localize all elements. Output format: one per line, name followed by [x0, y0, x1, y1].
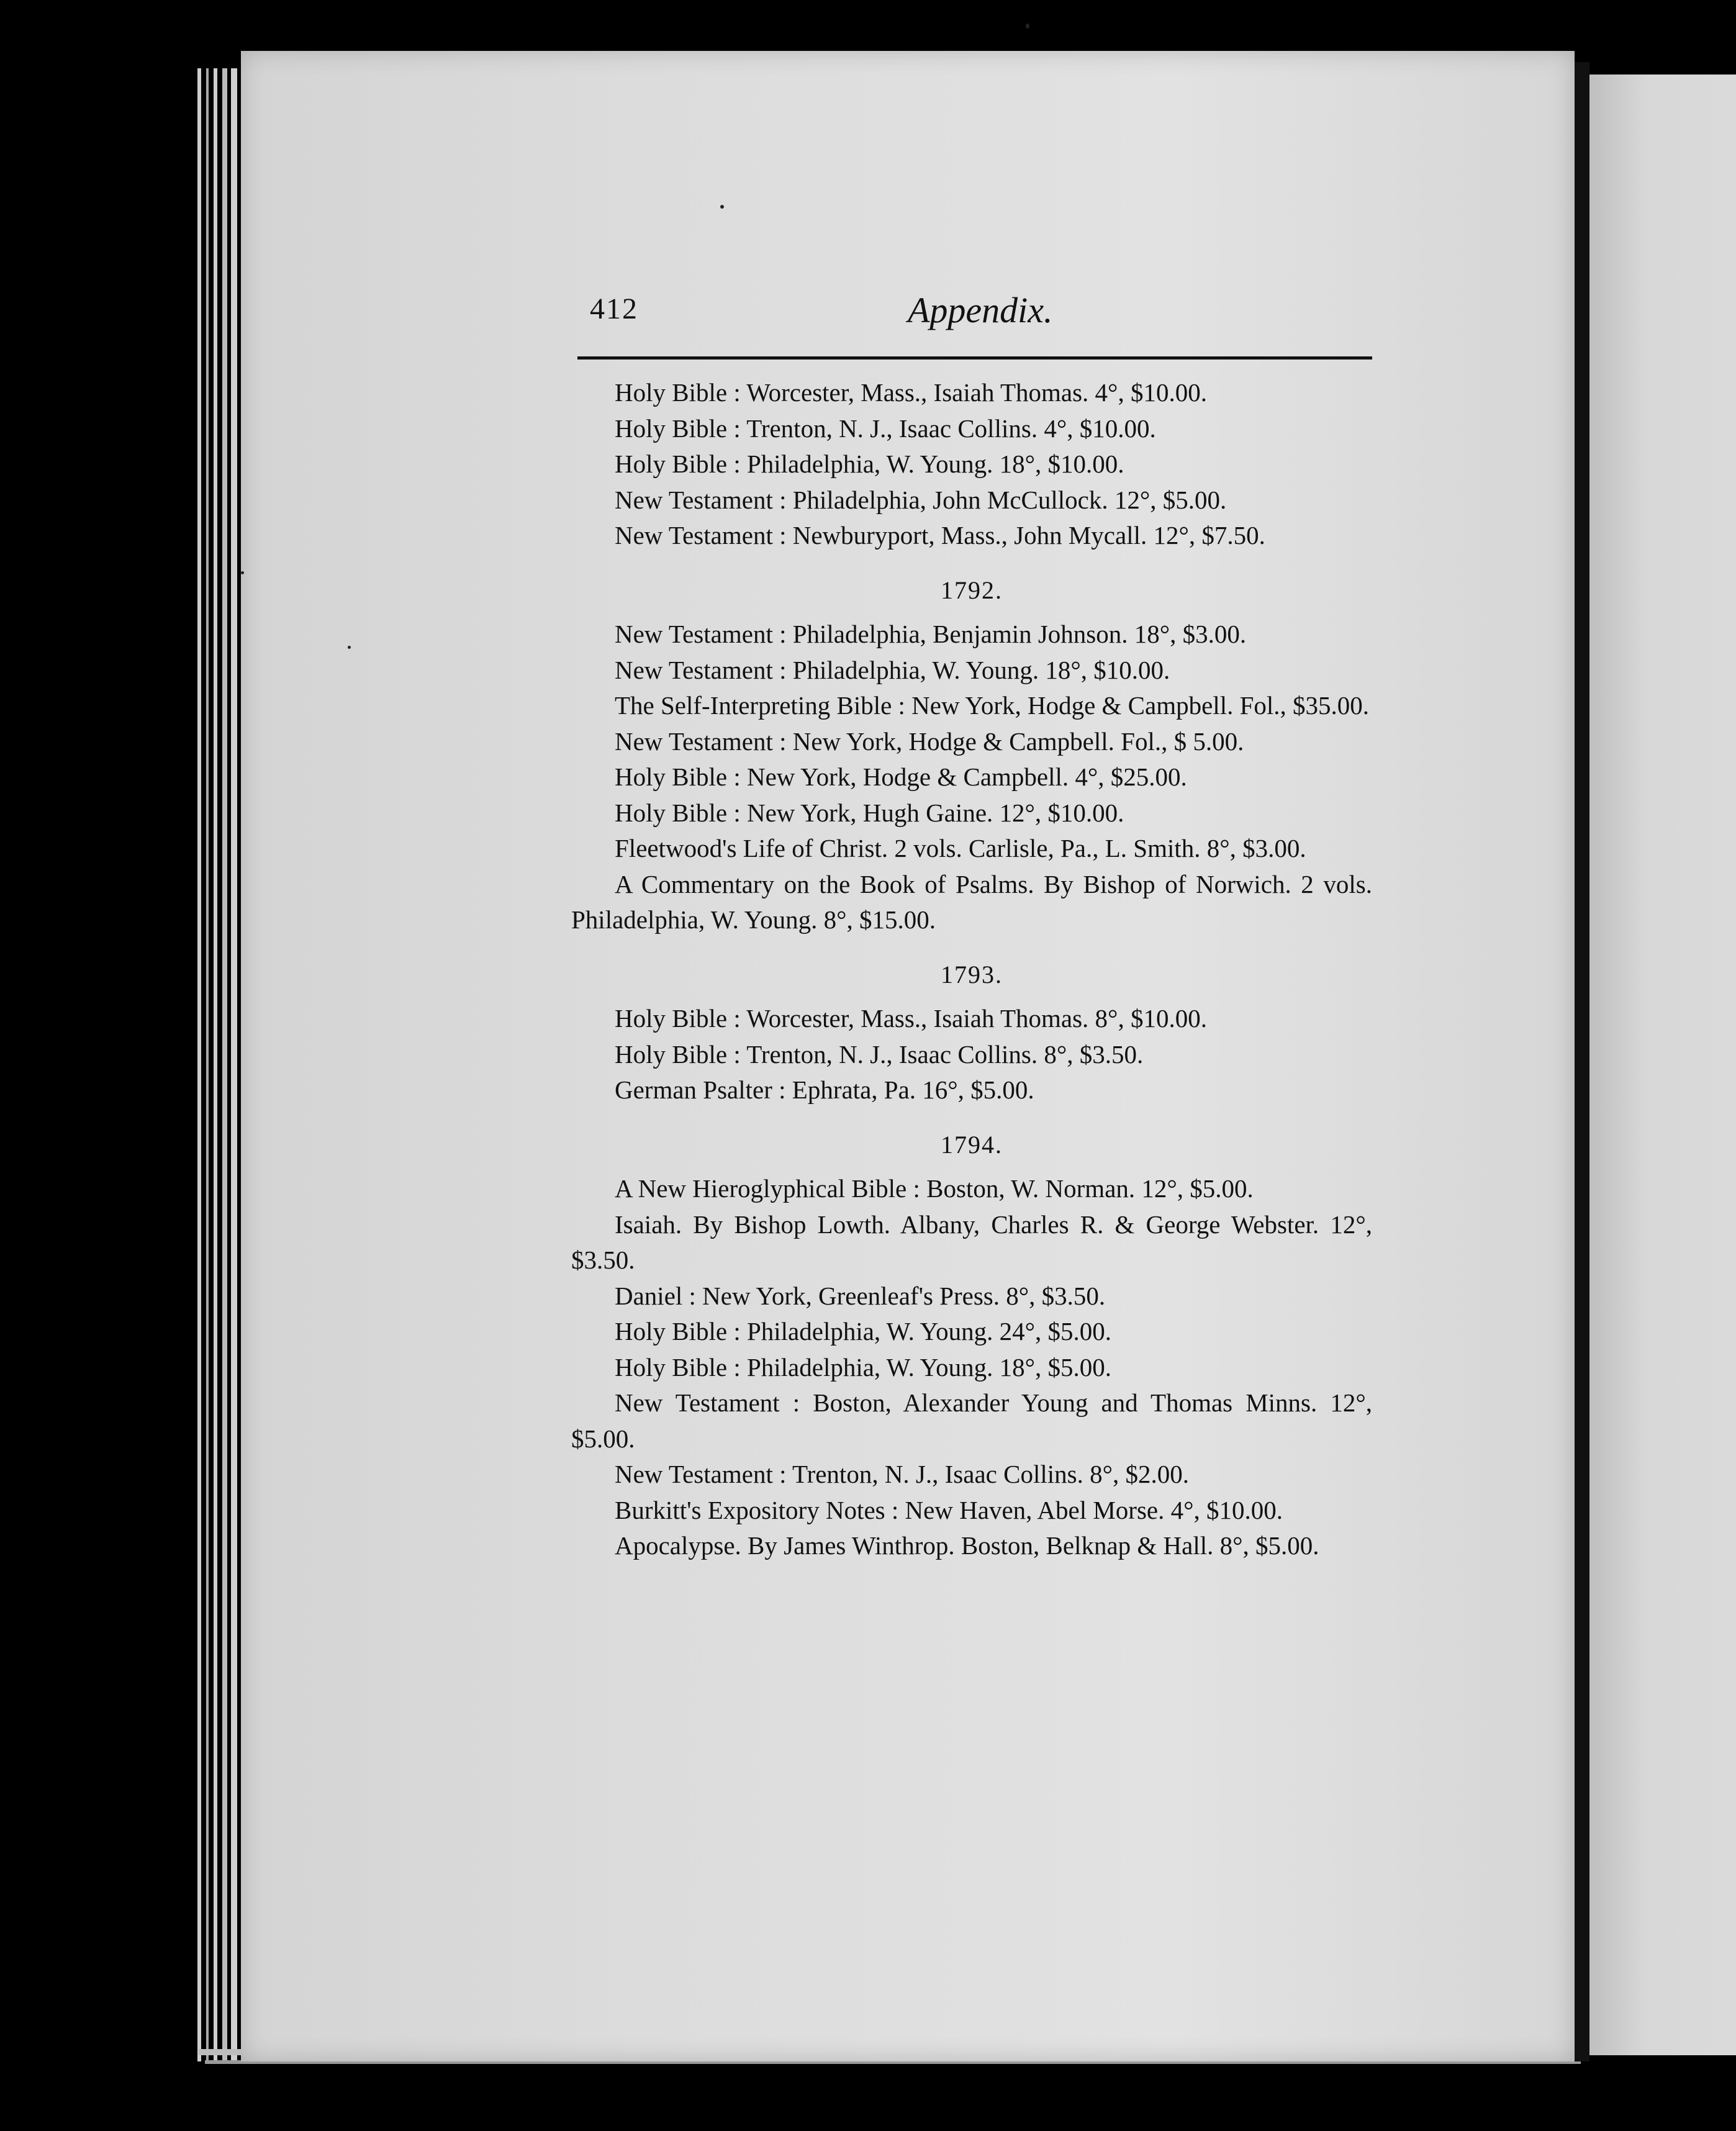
bibliography-entry: New Testament : Boston, Alexander Young and Thomas Minns. 12°, $5.00. — [571, 1388, 1372, 1453]
facing-page-edge — [1589, 75, 1736, 2055]
paper-speck — [720, 205, 724, 209]
bibliography-entry: The Self-Interpreting Bible : New York, Hodge & Campbell. Fol., $35.00. — [615, 691, 1370, 720]
book-gutter — [1575, 62, 1589, 2061]
bibliography-entry: Holy Bible : New York, Hugh Gaine. 12°, $10.00. — [615, 798, 1124, 827]
bibliography-entry: Holy Bible : Worcester, Mass., Isaiah Thomas. 4°, $10.00. — [615, 378, 1207, 407]
running-title: Appendix. — [908, 290, 1053, 330]
page-stack-edge — [231, 68, 237, 2061]
bibliography-entry: Burkitt's Expository Notes : New Haven, Abel Morse. 4°, $10.00. — [615, 1495, 1283, 1524]
bibliography-entry: New Testament : Philadelphia, Benjamin Johnson. 18°, $3.00. — [615, 620, 1247, 648]
bibliography-entry: Holy Bible : New York, Hodge & Campbell. 4°, $25.00. — [615, 762, 1187, 791]
bibliography-entry: Holy Bible : Philadelphia, W. Young. 18°, $5.00. — [615, 1352, 1112, 1382]
header-rule — [577, 356, 1372, 360]
year-heading: 1794. — [941, 1130, 1003, 1159]
bibliography-entry: New Testament : New York, Hodge & Campbell. Fol., $ 5.00. — [615, 726, 1244, 756]
year-heading: 1793. — [941, 960, 1003, 989]
page-stack-edge — [214, 68, 217, 2061]
entry-group-1792 — [571, 617, 1372, 938]
bibliography-entry: Apocalypse. By James Winthrop. Boston, Belknap & Hall. 8°, $5.00. — [615, 1531, 1319, 1560]
paper-speck — [348, 646, 351, 649]
bibliography-entry: Holy Bible : Philadelphia, W. Young. 18°, $10.00. — [615, 450, 1124, 478]
bibliography-entry: New Testament : Newburyport, Mass., John Mycall. 12°, $7.50. — [615, 521, 1265, 550]
page-number: 412 — [590, 292, 638, 325]
bibliography-entry: New Testament : Trenton, N. J., Isaac Collins. 8°, $2.00. — [615, 1460, 1189, 1488]
bibliography-entry: Holy Bible : Trenton, N. J., Isaac Collins. 8°, $3.50. — [615, 1039, 1144, 1069]
bibliography-entry: German Psalter : Ephrata, Pa. 16°, $5.00. — [615, 1075, 1034, 1104]
bibliography-entry: Fleetwood's Life of Christ. 2 vols. Carlisle, Pa., L. Smith. 8°, $3.00. — [615, 834, 1306, 862]
bibliography-entry: Holy Bible : Philadelphia, W. Young. 24°, $5.00. — [615, 1317, 1112, 1346]
entry-group-1793 — [571, 1001, 1372, 1108]
bibliography-entry: New Testament : Philadelphia, W. Young. 18°, $10.00. — [615, 655, 1170, 684]
bibliography-entry: A Commentary on the Book of Psalms. By Bishop of Norwich. 2 vols. Philadelphia, W. Young. 8°, $15.00. — [571, 869, 1372, 934]
paper-speck — [241, 571, 244, 574]
bibliography-entry: A New Hieroglyphical Bible : Boston, W. Norman. 12°, $5.00. — [615, 1174, 1254, 1203]
paper-speck — [1026, 24, 1029, 29]
page-stack-edge — [197, 68, 201, 2061]
bibliography-entry: Holy Bible : Trenton, N. J., Isaac Collins. 4°, $10.00. — [615, 414, 1156, 443]
page-stack-edge — [206, 68, 209, 2061]
bibliography-entry: Isaiah. By Bishop Lowth. Albany, Charles R. & George Webster. 12°, $3.50. — [571, 1210, 1372, 1274]
bibliography-entry: Daniel : New York, Greenleaf's Press. 8°, $3.50. — [615, 1281, 1106, 1310]
bibliography-entry: Holy Bible : Worcester, Mass., Isaiah Thomas. 8°, $10.00. — [615, 1004, 1207, 1033]
entry-group-1791 — [571, 375, 1372, 554]
year-heading: 1792. — [941, 576, 1003, 604]
page-stack-edge — [222, 68, 227, 2061]
running-head — [0, 0, 1736, 348]
bibliography-entry: New Testament : Philadelphia, John McCullock. 12°, $5.00. — [615, 485, 1227, 514]
entry-group-1794 — [571, 1171, 1372, 1564]
page-body — [571, 375, 1372, 1564]
